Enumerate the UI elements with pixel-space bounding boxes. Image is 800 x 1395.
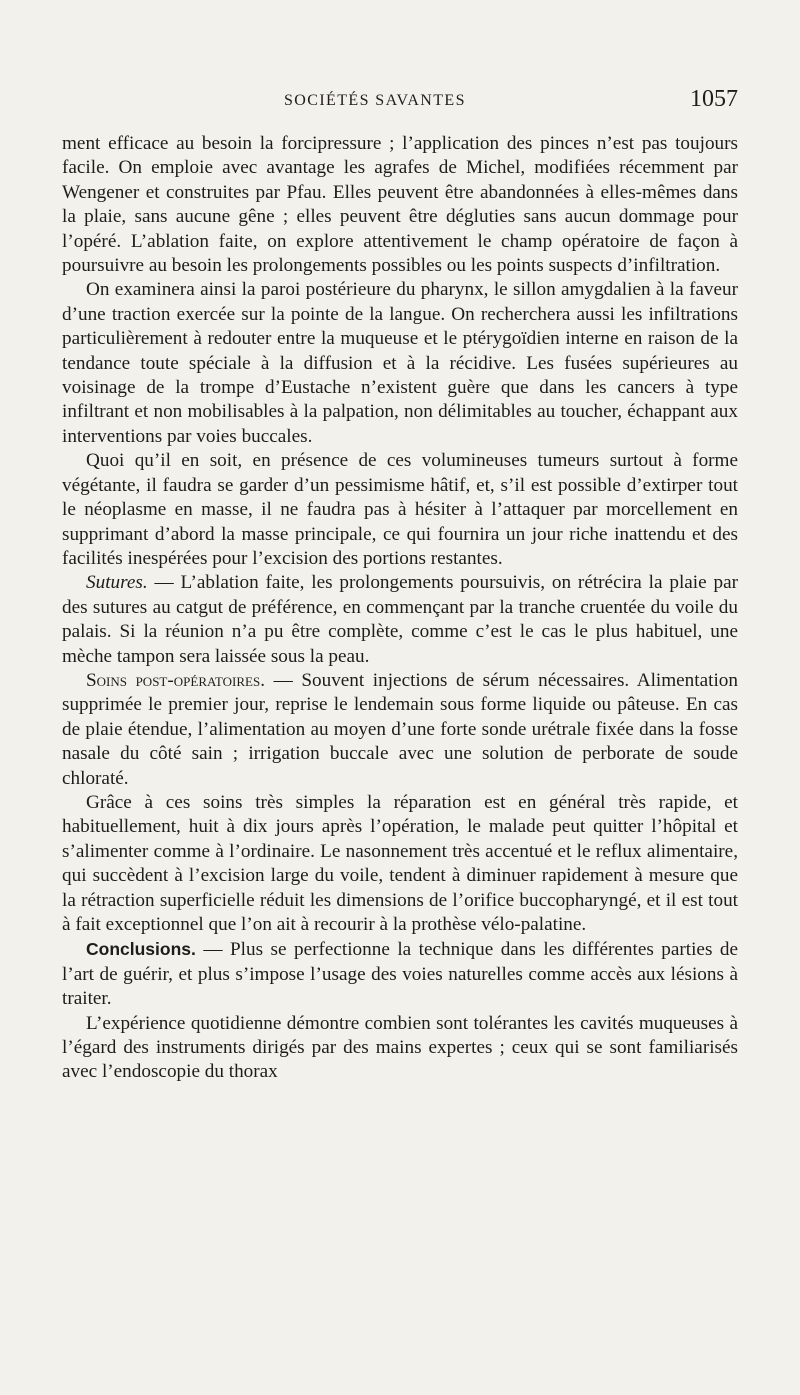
section-lead-soins: Soins post-opératoires. <box>86 669 265 691</box>
paragraph: On examinera ainsi la paroi postérieure du pharynx, le sillon amygdalien à la faveur d’une traction exercée sur la pointe de la langue. On recherchera aussi les infiltrations particulièrement à redouter entre la muqueuse et le ptérygoïdien interne en raison de la tendance toute spéciale à la diffusion et à la récidive. Les fusées supérieures au voisinage de la trompe d’Eustache n’existent guère que dans les cancers à type infiltrant et non mobilisables à la palpation, non délimitables au toucher, échappant aux interventions par voies buccales. <box>62 279 738 447</box>
body-text <box>62 132 738 1085</box>
paragraph: Grâce à ces soins très simples la réparation est en général très rapide, et habituellement, huit à dix jours après l’opération, le malade peut quitter l’hôpital et s’alimenter comme à l’ordinaire. Le nasonnement très accentué et le reflux alimentaire, qui succèdent à l’excision large du voile, tendent à diminuer rapidement à mesure que la rétraction superficielle réduit les dimensions de l’orifice buccopharyngé, et il est tout à fait exceptionnel que l’on ait à recourir à la prothèse vélo-palatine. <box>62 791 738 935</box>
paragraph: L’expérience quotidienne démontre combien sont tolérantes les cavités muqueuses à l’égard des instruments dirigés par des mains expertes ; ceux qui se sont familiarisés avec l’endoscopie du thorax <box>62 1012 738 1083</box>
section-lead-conclusions: Conclusions. <box>86 939 196 960</box>
running-title: SOCIÉTÉS SAVANTES <box>284 92 466 109</box>
section-lead-sutures: Sutures. <box>86 572 148 594</box>
page-header <box>62 86 738 116</box>
paragraph: ment efficace au besoin la forcipressure ; l’application des pinces n’est pas toujours facile. On emploie avec avantage les agrafes de Michel, modifiées récemment par Wengener et construites par Pfau. Elles peuvent être abandonnées à elles-mêmes dans la plaie, sans aucune gêne ; elles peuvent être dégluties sans aucun dommage pour l’opéré. L’ablation faite, on explore attentivement le champ opératoire de façon à poursuivre au besoin les prolongements possibles ou les points suspects d’infiltration. <box>62 133 738 277</box>
paragraph-soins: Soins post-opératoires. — Souvent injections de sérum nécessaires. Alimentation supprimée le premier jour, reprise le lendemain sous forme liquide ou pâteuse. En cas de plaie étendue, l’alimentation au moyen d’une forte sonde urétrale fixée dans la fosse nasale du côté sain ; irrigation buccale avec une solution de perborate de soude chloraté. <box>62 669 738 789</box>
paragraph-sutures: Sutures. — L’ablation faite, les prolongements poursuivis, on rétrécira la plaie par des sutures au catgut de préférence, en commençant par la tranche cruentée du voile du palais. Si la réunion n’a pu être complète, comme c’est le cas le plus habituel, une mèche tampon sera laissée sous la peau. <box>62 572 738 667</box>
paragraph-conclusions: Conclusions. — Plus se perfectionne la technique dans les différentes parties de l’art de guérir, et plus s’impose l’usage des voies naturelles comme accès aux lésions à traiter. <box>62 939 738 1010</box>
paragraph: Quoi qu’il en soit, en présence de ces volumineuses tumeurs surtout à forme végétante, il faudra se garder d’un pessimisme hâtif, et, s’il est possible d’extirper tout le néoplasme en masse, il ne faudra pas à hésiter à l’attaquer par morcellement en supprimant d’abord la masse principale, ce qui fournira un jour riche inattendu et des facilités inespérées pour l’excision des portions restantes. <box>62 450 738 569</box>
page-number: 1057 <box>690 86 738 112</box>
